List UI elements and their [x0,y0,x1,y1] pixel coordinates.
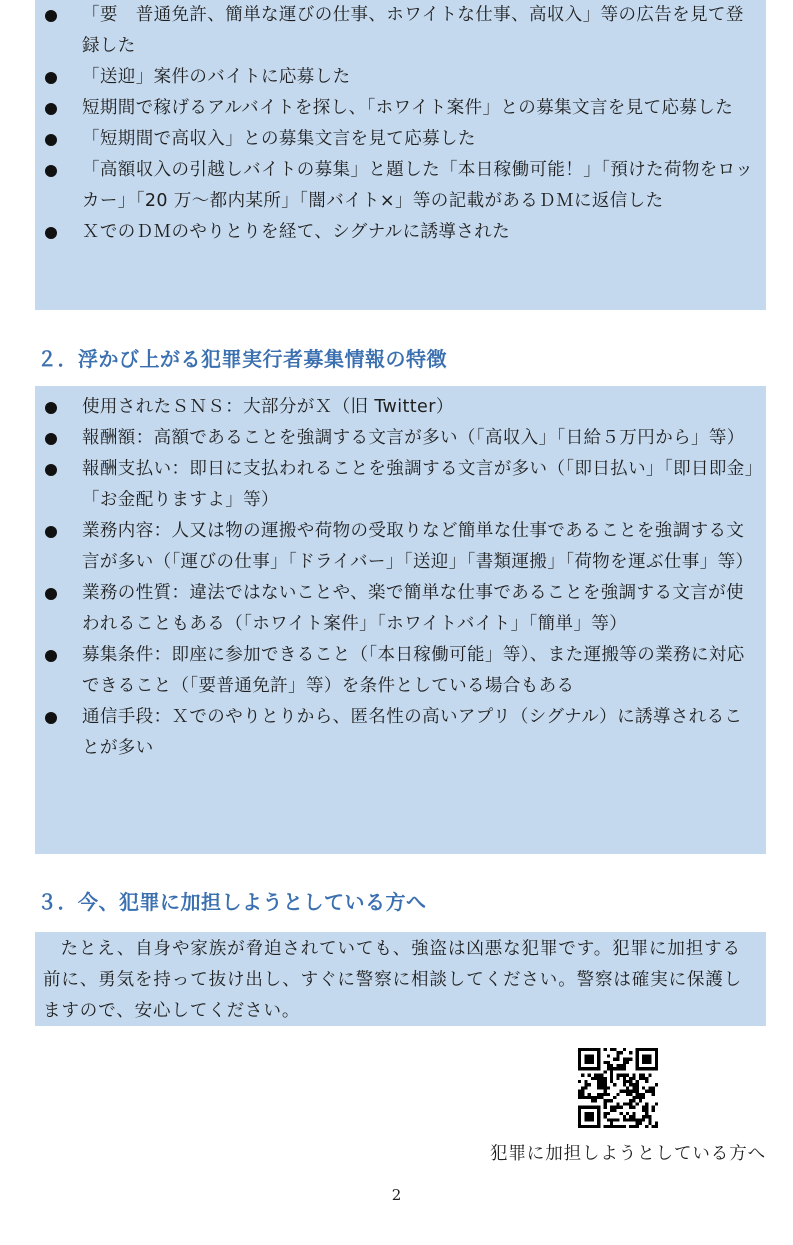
qr-finder-top-left [578,1048,600,1070]
list-item [35,516,766,578]
page-number: 2 [391,1186,402,1204]
section3-heading: ３．今、犯罪に加担しようとしている方へ [37,890,427,914]
bullet-icon [45,134,57,146]
list-item [35,640,766,702]
bullet-icon [45,650,57,662]
bullet-icon [45,10,57,22]
list-item [35,578,766,640]
section2-box [35,386,766,854]
list-item-text: 報酬支払い：即日に支払われることを強調する文言が多い（「即日払い」「即日即金」「お金配りますよ」等） [82,459,754,510]
list-item [35,454,766,516]
list-item [35,423,766,454]
list-item-text: 報酬額：高額であることを強調する文言が多い（「高収入」「日給５万円から」等） [82,428,745,448]
section1-list [35,0,766,248]
bullet-icon [45,103,57,115]
list-item-text: 「送迎」案件のバイトに応募した [82,67,351,87]
list-item-text: 業務の性質：違法ではないことや、楽で簡単な仕事であることを強調する文言が使われることもある（「ホワイト案件」「ホワイトバイト」「簡単」等） [82,583,744,634]
list-item-text: 「高額収入の引越しバイトの募集」と題した「本日稼働可能！」「預けた荷物をロッカー」「20 万～都内某所」「闇バイト×」等の記載があるＤＭに返信した [82,160,754,211]
qr-finder-bottom-left [578,1106,600,1128]
section2-heading: ２．浮かび上がる犯罪実行者募集情報の特徴 [37,347,447,371]
bullet-icon [45,402,57,414]
section3-box [35,932,766,1026]
section1-box [35,0,766,310]
list-item [35,93,766,124]
list-item [35,124,766,155]
bullet-icon [45,165,57,177]
bullet-icon [45,227,57,239]
bullet-icon [45,712,57,724]
bullet-icon [45,464,57,476]
list-item [35,702,766,764]
list-item [35,392,766,423]
list-item-text: 短期間で稼げるアルバイトを探し、「ホワイト案件」との募集文言を見て応募した [82,98,734,118]
qr-caption: 犯罪に加担しようとしている方へ [490,1144,766,1164]
list-item [35,62,766,93]
section2-list [35,386,766,764]
list-item-text: 「要 普通免許、簡単な運びの仕事、ホワイトな仕事、高収入」等の広告を見て登録した [82,5,744,56]
list-item-text: ＸでのＤＭのやりとりを経て、シグナルに誘導された [82,222,511,242]
list-item-text: 募集条件：即座に参加できること（「本日稼働可能」等）、また運搬等の業務に対応できること（「要普通免許」等）を条件としている場合もある [82,645,745,696]
list-item [35,155,766,217]
list-item-text: 使用されたＳＮＳ：大部分がＸ（旧 Twitter） [82,397,454,417]
list-item [35,217,766,248]
section3-paragraph: たとえ、自身や家族が脅迫されていても、強盗は凶悪な犯罪です。犯罪に加担する前に、勇気を持って抜け出し、すぐに警察に相談してください。警察は確実に保護しますので、安心してください。 [43,939,743,1021]
list-item-text: 業務内容：人又は物の運搬や荷物の受取りなど簡単な仕事であることを強調する文言が多い（「運びの仕事」「ドライバー」「送迎」「書類運搬」「荷物を運ぶ仕事」等） [82,521,754,572]
list-item-text: 通信手段：Ｘでのやりとりから、匿名性の高いアプリ（シグナル）に誘導されることが多い [82,707,743,758]
qr-code-icon[interactable] [578,1048,658,1128]
bullet-icon [45,588,57,600]
bullet-icon [45,433,57,445]
qr-finder-top-right [636,1048,658,1070]
list-item-text: 「短期間で高収入」との募集文言を見て応募した [82,129,476,149]
bullet-icon [45,526,57,538]
list-item [35,0,766,62]
bullet-icon [45,72,57,84]
